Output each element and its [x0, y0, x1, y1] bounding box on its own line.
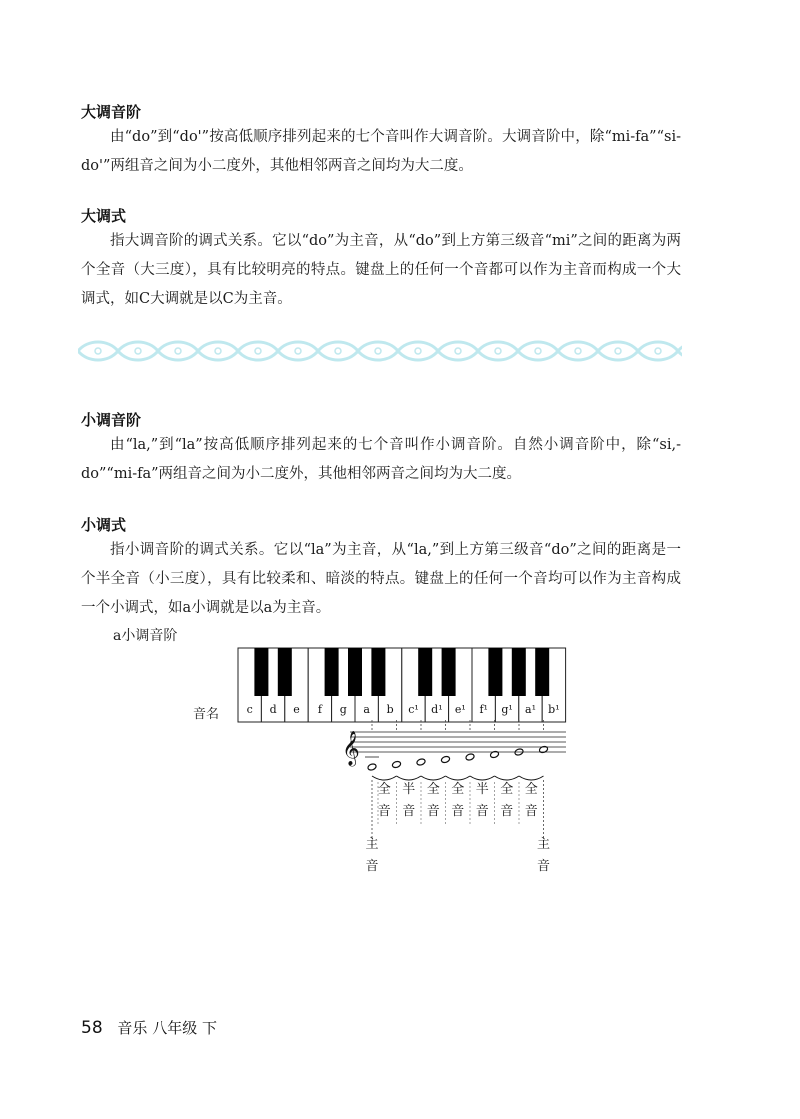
wave-curl [135, 348, 141, 354]
black-key [442, 648, 456, 696]
black-key [348, 648, 362, 696]
note-names-label: 音名 [193, 707, 220, 722]
interval-step-label: 全 音 [500, 782, 514, 819]
black-key [278, 648, 292, 696]
piano-keyboard [237, 647, 571, 723]
interval-step-label: 全 音 [377, 782, 391, 819]
wave-curl [95, 348, 101, 354]
key-label: c [246, 703, 253, 716]
page-footer [81, 1017, 217, 1038]
wave-curl [575, 348, 581, 354]
key-label: e [293, 703, 300, 716]
wave-curl [375, 348, 381, 354]
key-label: f¹ [479, 703, 488, 716]
black-key [418, 648, 432, 696]
interval-step-label: 半 音 [402, 782, 416, 819]
wave-curl [335, 348, 341, 354]
minor-mode-paragraph [81, 536, 681, 623]
black-key [512, 648, 526, 696]
wave-curl [215, 348, 221, 354]
wave-curl [255, 348, 261, 354]
major-scale-text: 由“do”到“do'”按高低顺序排列起来的七个音叫作大调音阶。大调音阶中，除“mi-fa”“si-do'”两组音之间为小二度外，其他相邻两音之间均为大二度。 [81, 129, 681, 174]
minor-scale-paragraph [81, 431, 681, 489]
black-key [488, 648, 502, 696]
book-title: 音乐 八年级 下 [117, 1019, 217, 1037]
note-head [367, 763, 377, 771]
key-label: c¹ [408, 703, 419, 716]
key-label: b¹ [548, 703, 560, 716]
interval-step-label: 半 音 [475, 782, 489, 819]
note-head [416, 758, 426, 766]
wave-curl [455, 348, 461, 354]
minor-mode-text: 指小调音阶的调式关系。它以“la”为主音，从“la,”到上方第三级音“do”之间的距离是一个半全音（小三度），具有比较柔和、暗淡的特点。键盘上的任何一个音均可以作为主音构成一个小调式，如a小调就是以a为主音。 [81, 542, 681, 616]
note-head [392, 760, 402, 768]
wave-curl [495, 348, 501, 354]
wave-curl [415, 348, 421, 354]
major-mode-heading: 大调式 [81, 207, 127, 225]
black-key [325, 648, 339, 696]
tonic-label: 主 音 [536, 837, 550, 874]
major-scale-heading: 大调音阶 [81, 103, 142, 121]
note-head [441, 755, 451, 763]
key-label: b [386, 703, 394, 716]
wave-curl [615, 348, 621, 354]
interval-step-label: 全 音 [426, 782, 440, 819]
wave-curl [655, 348, 661, 354]
interval-step-label: 全 音 [524, 782, 538, 819]
minor-mode-heading: 小调式 [81, 516, 127, 534]
major-scale-paragraph [81, 123, 681, 181]
major-mode-text: 指大调音阶的调式关系。它以“do”为主音，从“do”到上方第三级音“mi”之间的距离为两个全音（大三度），具有比较明亮的特点。键盘上的任何一个音都可以作为主音而构成一个大调式，如C大调就是以C为主音。 [81, 233, 681, 307]
page-number: 58 [81, 1018, 103, 1038]
key-label: e¹ [454, 703, 466, 716]
key-label: a [363, 703, 370, 716]
tonic-label: 主 音 [365, 837, 379, 874]
black-key [371, 648, 385, 696]
black-key [535, 648, 549, 696]
minor-scale-text: 由“la,”到“la”按高低顺序排列起来的七个音叫作小调音阶。自然小调音阶中，除“si,-do”“mi-fa”两组音之间为小二度外，其他相邻两音之间均为大二度。 [81, 437, 681, 482]
treble-clef-icon: 𝄞 [342, 731, 360, 766]
key-label: f [317, 703, 322, 716]
black-key [254, 648, 268, 696]
key-label: g [339, 703, 347, 716]
key-label: a¹ [525, 703, 536, 716]
wave-divider [78, 336, 682, 366]
key-label: d [269, 703, 277, 716]
figure-caption: a小调音阶 [113, 628, 178, 644]
wave-curl [535, 348, 541, 354]
wave-curl [175, 348, 181, 354]
key-label: g¹ [501, 703, 513, 716]
wave-curl [295, 348, 301, 354]
major-mode-paragraph [81, 227, 681, 314]
interval-step-label: 全 音 [451, 782, 465, 819]
note-head [465, 753, 475, 761]
key-label: d¹ [431, 703, 443, 716]
minor-scale-heading: 小调音阶 [81, 411, 142, 429]
